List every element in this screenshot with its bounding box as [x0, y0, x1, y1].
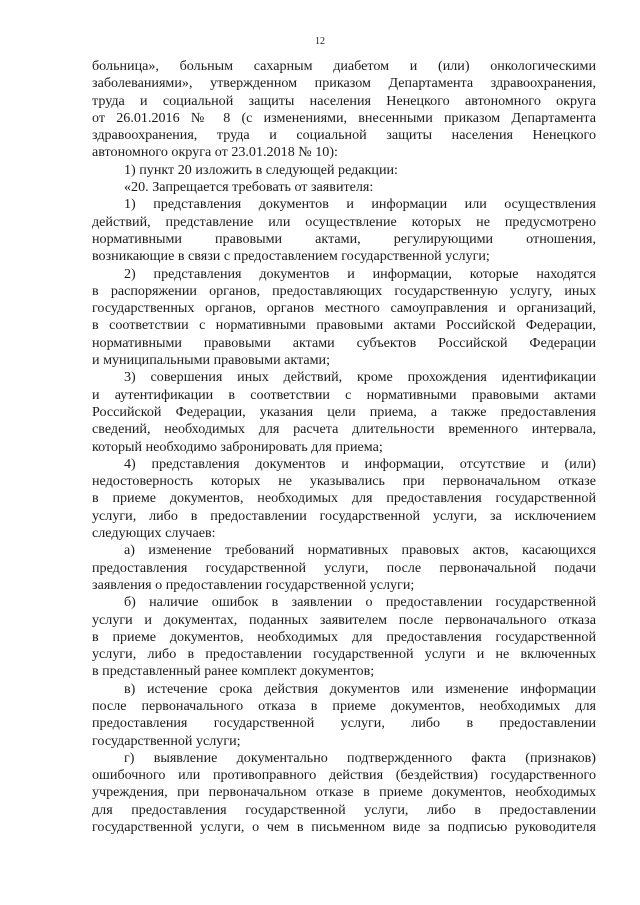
text-line: после первоначального отказа в приеме документов, необходимых для [92, 697, 596, 714]
text-line: заболеваниями», утвержденном приказом Департамента здравоохранения, [92, 75, 596, 92]
text-line: 4) представления документов и информации, отсутствие и (или) [124, 455, 596, 472]
text-line: услуги, либо в предоставлении государственной услуги, за исключением [92, 507, 596, 524]
text-line: предоставления государственной услуги, после первоначальной подачи [92, 559, 596, 576]
text-line: автономного округа от 23.01.2018 № 10): [92, 144, 338, 161]
text-line: который необходимо забронировать для приема; [92, 438, 383, 455]
text-line: 1) пункт 20 изложить в следующей редакции: [124, 161, 398, 178]
text-line: 2) представления документов и информации, которые находятся [124, 265, 596, 282]
text-line: государственной услуги, о чем в письменном виде за подписью руководителя [92, 819, 596, 836]
text-line: услуги, либо в предоставлении государственной услуги и не включенных [92, 646, 596, 663]
text-line: государственных органов, органов местного самоуправления и организаций, [92, 300, 596, 317]
text-line: и муниципальными правовыми актами; [92, 352, 331, 369]
text-line: б) наличие ошибок в заявлении о предоставлении государственной [124, 594, 596, 611]
text-line: предоставления государственной услуги, либо в предоставлении [92, 715, 596, 732]
text-line: больница», больным сахарным диабетом и (или) онкологическими [92, 58, 596, 74]
text-line: следующих случаев: [92, 525, 216, 542]
text-line: нормативными правовыми актами субъектов Российской Федерации [92, 334, 596, 351]
text-line: 3) совершения иных действий, кроме прохождения идентификации [124, 369, 596, 386]
text-line: ошибочного или противоправного действия (бездействия) государственного [92, 767, 596, 784]
text-line: для предоставления государственной услуги, либо в предоставлении [92, 801, 596, 818]
text-line: и аутентификации в соответствии с нормативными правовыми актами [92, 386, 596, 403]
text-line: труда и социальной защиты населения Ненецкого автономного округа [92, 92, 596, 109]
text-line: в представленный ранее комплект документов; [92, 663, 375, 680]
text-line: «20. Запрещается требовать от заявителя: [124, 179, 374, 196]
page-number: 12 [315, 36, 325, 47]
text-line: г) выявление документально подтвержденного факта (признаков) [124, 749, 596, 766]
text-line: заявления о предоставлении государственной услуги; [92, 576, 415, 593]
text-line: возникающие в связи с предоставлением государственной услуги; [92, 248, 490, 265]
text-line: здравоохранения, труда и социальной защиты населения Ненецкого [92, 127, 596, 144]
text-line: от 26.01.2016 № 8 (с изменениями, внесенными приказом Департамента [92, 109, 596, 126]
text-line: учреждения, при первоначальном отказе в приеме документов, необходимых [92, 784, 596, 801]
text-line: недостоверность которых не указывались при первоначальном отказе [92, 473, 596, 490]
text-line: 1) представления документов и информации или осуществления [124, 196, 596, 213]
text-line: сведений, необходимых для расчета длительности временного интервала, [92, 421, 596, 438]
text-line: в приеме документов, необходимых для предоставления государственной [92, 490, 596, 507]
text-line: государственной услуги; [92, 732, 241, 749]
text-line: в распоряжении органов, предоставляющих государственную услугу, иных [92, 282, 596, 299]
text-line: действий, представление или осуществление которых не предусмотрено [92, 213, 596, 230]
text-line: Российской Федерации, указания цели приема, а также предоставления [92, 403, 596, 420]
text-line: а) изменение требований нормативных правовых актов, касающихся [124, 542, 596, 559]
text-line: нормативными правовыми актами, регулирующими отношения, [92, 230, 596, 247]
text-line: в приеме документов, необходимых для предоставления государственной [92, 628, 596, 645]
document-body [92, 58, 596, 836]
text-line: услуги и документах, поданных заявителем после первоначального отказа [92, 611, 596, 628]
text-line: в соответствии с нормативными правовыми актами Российской Федерации, [92, 317, 596, 334]
text-line: в) истечение срока действия документов или изменение информации [124, 680, 596, 697]
